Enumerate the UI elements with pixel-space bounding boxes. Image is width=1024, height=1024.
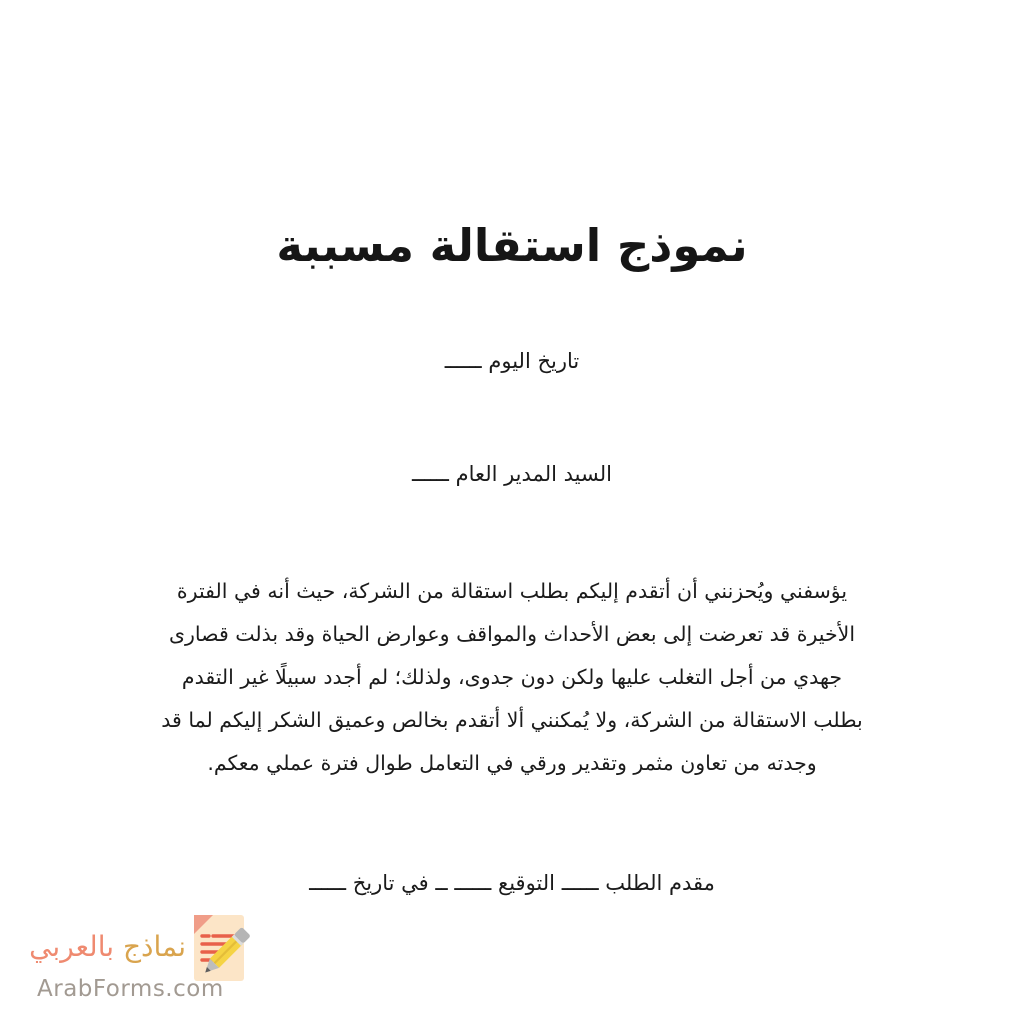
today-date-blank: ــــــ (444, 349, 482, 373)
recipient-label: السيد المدير العام (455, 462, 612, 486)
recipient-line (0, 453, 1024, 496)
date-blank: ــــــ (309, 871, 347, 895)
applicant-name-blank: ــــــ (561, 871, 599, 895)
recipient-blank: ــــــ (412, 462, 449, 486)
logo-arabic-text (30, 924, 186, 970)
page-title: نموذج استقالة مسببة (276, 219, 748, 273)
body-line: الأخيرة قد تعرضت إلى بعض الأحداث والمواقف وعوارض الحياة وقد بذلت قصارى (168, 622, 856, 646)
today-date-line (0, 340, 1024, 383)
signature-label: التوقيع (498, 871, 555, 895)
body-line: بطلب الاستقالة من الشركة، ولا يُمكنني ألا أتقدم بخالص وعميق الشكر إليكم لما قد (161, 708, 863, 732)
body-line: جهدي من أجل التغلب عليها ولكن دون جدوى، ولذلك؛ لم أجدد سبيلًا غير التقدم (181, 665, 843, 689)
signature-blank: ــــــ (454, 871, 492, 895)
resignation-body-paragraph (0, 570, 1024, 785)
applicant-label: مقدم الطلب (605, 871, 715, 895)
signature-footer-line (0, 862, 1024, 905)
today-date-label: تاريخ اليوم (488, 349, 580, 373)
body-line: يؤسفني ويُحزنني أن أتقدم إليكم بطلب استقالة من الشركة، حيث أنه في الفترة (176, 579, 848, 603)
logo-word-models: نماذج (122, 930, 186, 963)
logo-website-text: ArabForms.com (37, 976, 224, 1002)
logo-word-inarabic: بالعربي (29, 930, 115, 963)
body-line: وجدته من تعاون مثمر وتقدير ورقي في التعامل طوال فترة عملي معكم. (207, 751, 817, 775)
separator-dash: ــ (435, 871, 448, 895)
date-label: في تاريخ (352, 871, 429, 895)
